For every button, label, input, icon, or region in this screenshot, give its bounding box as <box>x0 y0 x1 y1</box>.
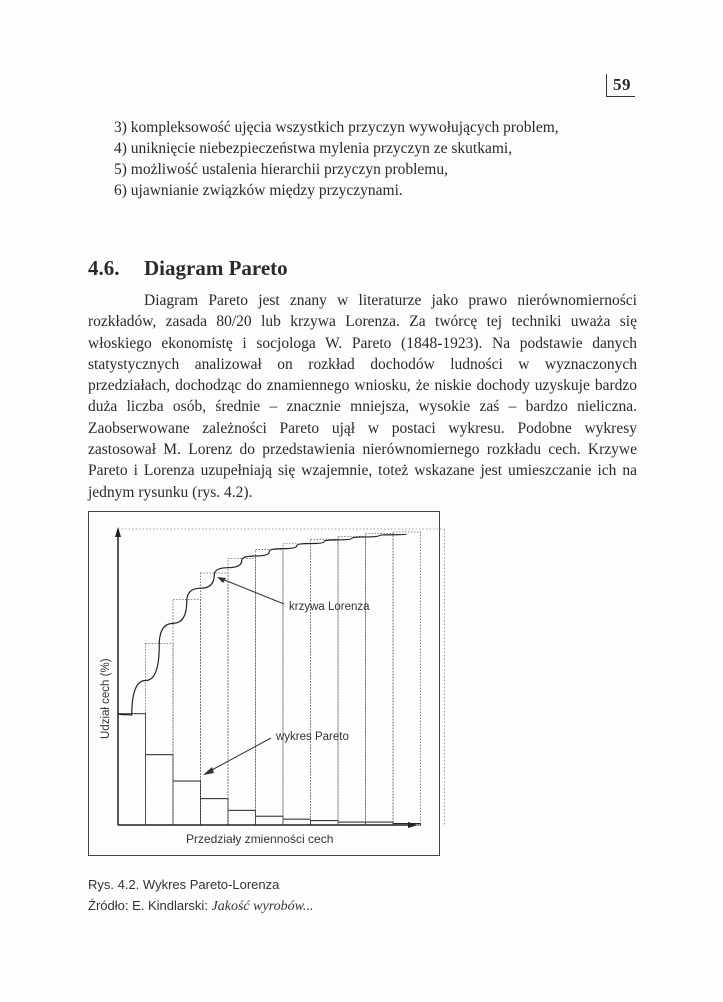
cumulative-step <box>201 573 229 825</box>
cumulative-step <box>283 544 311 825</box>
chart-marks <box>118 532 421 825</box>
section-number: 4.6. <box>88 256 120 280</box>
cumulative-step <box>173 599 201 825</box>
source-prefix: Źródło: E. Kindlarski: <box>88 898 212 913</box>
figure-caption <box>88 874 313 917</box>
pareto-pointer <box>210 738 271 771</box>
lorenz-pointer <box>222 579 284 604</box>
pareto-bar <box>256 816 284 825</box>
lorenz-curve <box>118 534 407 716</box>
lorenz-pointer-arrow <box>217 577 226 583</box>
plot-grid <box>118 529 445 825</box>
cumulative-step <box>311 539 339 825</box>
pareto-bar <box>118 714 146 825</box>
pareto-pointer-arrow <box>203 767 214 775</box>
pareto-bar <box>283 819 311 825</box>
cumulative-step <box>228 558 256 825</box>
list-item: 4) uniknięcie niebezpieczeństwa mylenia przyczyn ze skutkami, <box>114 140 513 157</box>
caption-title: Rys. 4.2. Wykres Pareto-Lorenza <box>88 877 280 892</box>
cumulative-step <box>366 533 394 825</box>
pareto-bar <box>146 755 174 825</box>
pareto-bar <box>173 781 201 825</box>
section-title: Diagram Pareto <box>144 256 288 280</box>
caption-source <box>88 895 313 917</box>
page-number: 59 <box>606 74 635 97</box>
section-heading <box>88 256 288 281</box>
cumulative-step <box>393 532 421 825</box>
cumulative-step <box>146 643 174 825</box>
cumulative-step <box>338 536 366 825</box>
pareto-bar <box>228 810 256 825</box>
cumulative-step <box>118 714 146 825</box>
cumulative-step <box>256 550 284 825</box>
lorenz-label: krzywa Lorenza <box>289 601 370 613</box>
body-paragraph: Diagram Pareto jest znany w literaturze jako prawo nierównomierności rozkładów, zasada 80/20 lub krzywa Lorenza. Za twórcę tej techniki uważa się włoskiego ekonomistę i socjologa W. Pareto (1848-1923). Na podstawie danych statystycznych analizował on rozkład dochodów ludności w wyznaczonych przedziałach, dochodząc do znamiennego wniosku, że niskie dochody uzyskuje bardzo duża liczba osób, średnie – znacznie mniejsza, wysokie zaś – bardzo nieliczna. Zaobserwowane zależności Pareto ujął w postaci wykresu. Podobne wykresy zastosował M. Lorenz do przedstawienia nierównomiernego rozkładu cech. Krzywe Pareto i Lorenza uzupełniają się wzajemnie, toteż wskazane jest umieszczanie ich na jednym rysunku (rys. 4.2). <box>88 292 637 501</box>
y-axis-arrow <box>115 527 121 537</box>
pareto-bar <box>201 799 229 825</box>
x-axis-label: Przedziały zmienności cech <box>186 832 334 846</box>
x-axis-arrow <box>408 822 418 828</box>
pareto-label: wykres Pareto <box>276 731 349 743</box>
list-item: 6) ujawnianie związków między przyczynami. <box>114 182 403 199</box>
list-item: 3) kompleksowość ujęcia wszystkich przyczyn wywołujących problem, <box>114 119 559 136</box>
cause-list <box>114 117 654 201</box>
y-axis-label: Udział cech (%) <box>100 658 112 739</box>
source-title: Jakość wyrobów... <box>211 899 314 914</box>
list-item: 5) możliwość ustalenia hierarchii przyczyn problemu, <box>114 161 448 178</box>
pareto-lorenz-chart <box>88 511 440 856</box>
